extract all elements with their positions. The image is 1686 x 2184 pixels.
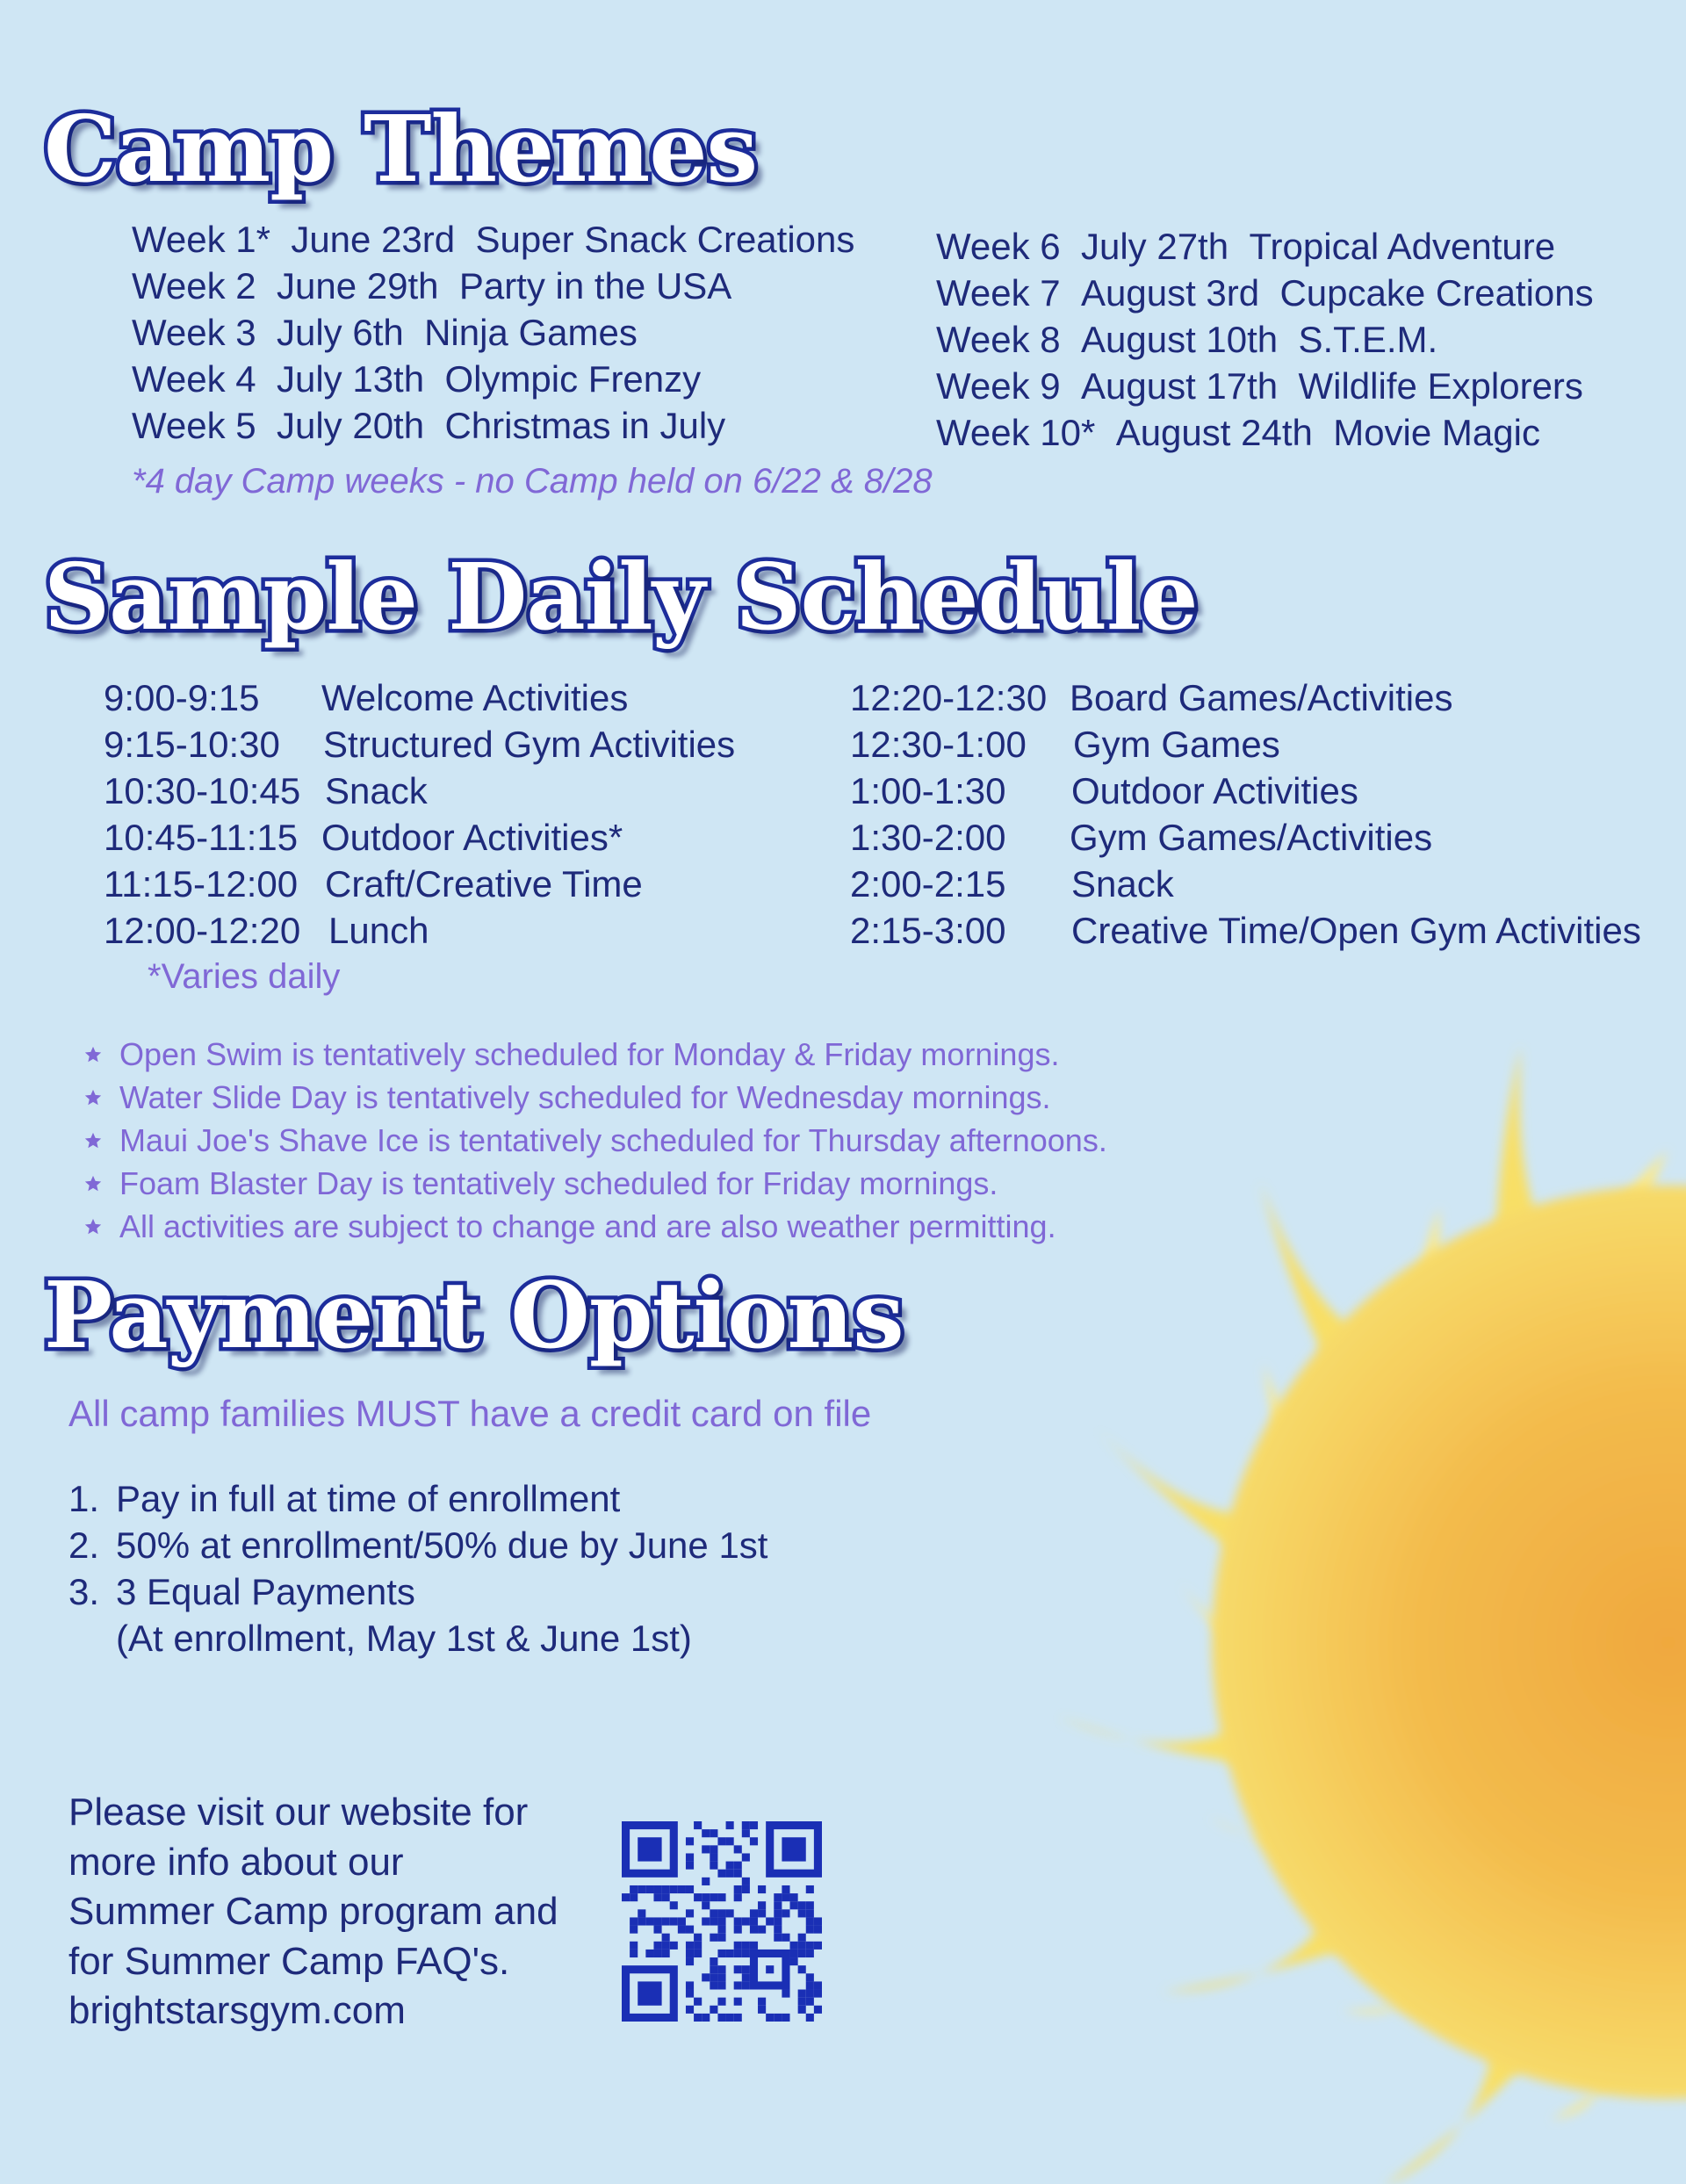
schedule-activity: Structured Gym Activities [323, 724, 736, 765]
list-item [68, 1615, 767, 1661]
list-item [83, 1162, 1107, 1205]
option-number: 1. [68, 1478, 100, 1519]
schedule-time: 12:30-1:00 [850, 724, 1027, 765]
option-text: 3 Equal Payments [116, 1571, 415, 1612]
payment-options-list [68, 1475, 767, 1661]
option-text: 50% at enrollment/50% due by June 1st [116, 1524, 768, 1566]
theme-date: July 13th [276, 358, 425, 400]
option-text: Pay in full at time of enrollment [116, 1478, 621, 1519]
website-line: Summer Camp program and [68, 1890, 558, 1933]
theme-week: Week 5 [132, 405, 256, 446]
theme-name: S.T.E.M. [1298, 319, 1438, 360]
theme-name: Ninja Games [424, 312, 638, 353]
themes-footnote: *4 day Camp weeks - no Camp held on 6/22 & 8/28 [132, 462, 933, 501]
schedule-activity: Welcome Activities [321, 677, 629, 718]
theme-date: August 17th [1080, 365, 1279, 407]
schedule-right-column [850, 674, 1641, 954]
theme-row [936, 223, 1594, 270]
schedule-row [850, 814, 1641, 861]
schedule-left-column [104, 674, 735, 954]
theme-week: Week 3 [132, 312, 256, 353]
schedule-time: 2:00-2:15 [850, 863, 1006, 905]
theme-name: Christmas in July [444, 405, 726, 446]
themes-right-column [936, 223, 1594, 456]
theme-name: Olympic Frenzy [444, 358, 702, 400]
theme-row [132, 263, 854, 309]
theme-week: Week 10* [936, 412, 1096, 453]
website-line: for Summer Camp FAQ's. [68, 1939, 510, 1983]
theme-row [132, 402, 854, 449]
schedule-time: 1:30-2:00 [850, 817, 1006, 858]
list-item [83, 1033, 1107, 1076]
option-detail: (At enrollment, May 1st & June 1st) [116, 1618, 692, 1659]
theme-week: Week 7 [936, 272, 1061, 314]
payment-options-heading: Payment Options [44, 1261, 904, 1369]
theme-row [936, 409, 1594, 456]
note-text: All activities are subject to change and are also weather permitting. [119, 1208, 1056, 1244]
schedule-row [850, 768, 1641, 814]
schedule-row [850, 907, 1641, 954]
schedule-activity: Outdoor Activities [1071, 770, 1358, 811]
note-text: Foam Blaster Day is tentatively scheduled for Friday mornings. [119, 1165, 998, 1201]
theme-week: Week 4 [132, 358, 256, 400]
theme-row [936, 316, 1594, 363]
daily-schedule-heading: Sample Daily Schedule [44, 543, 1198, 651]
schedule-activity: Craft/Creative Time [325, 863, 643, 905]
website-url[interactable]: brightstarsgym.com [68, 1989, 406, 2032]
theme-date: August 24th [1115, 412, 1313, 453]
schedule-time: 9:00-9:15 [104, 677, 260, 718]
schedule-time: 9:15-10:30 [104, 724, 280, 765]
schedule-row [850, 674, 1641, 721]
star-icon [83, 1174, 103, 1193]
qr-code-icon[interactable] [622, 1821, 822, 2022]
note-text: Water Slide Day is tentatively scheduled for Wednesday mornings. [119, 1079, 1051, 1115]
theme-week: Week 8 [936, 319, 1061, 360]
list-item [68, 1522, 767, 1568]
themes-left-column [132, 216, 854, 449]
theme-name: Party in the USA [458, 265, 732, 306]
theme-row [132, 309, 854, 356]
theme-date: August 3rd [1080, 272, 1260, 314]
option-number: 2. [68, 1524, 100, 1566]
theme-name: Super Snack Creations [475, 219, 855, 260]
option-number: 3. [68, 1571, 100, 1612]
schedule-time: 1:00-1:30 [850, 770, 1006, 811]
schedule-activity: Snack [325, 770, 428, 811]
schedule-row [850, 721, 1641, 768]
website-info [68, 1788, 613, 2036]
schedule-row [104, 768, 735, 814]
theme-week: Week 1* [132, 219, 270, 260]
star-icon [83, 1045, 103, 1064]
schedule-activity: Gym Games [1073, 724, 1280, 765]
theme-row [132, 216, 854, 263]
theme-row [132, 356, 854, 402]
theme-row [936, 363, 1594, 409]
note-text: Maui Joe's Shave Ice is tentatively scheduled for Thursday afternoons. [119, 1122, 1107, 1158]
schedule-row [104, 674, 735, 721]
theme-date: July 6th [276, 312, 404, 353]
schedule-notes-list [83, 1033, 1107, 1248]
schedule-time: 10:30-10:45 [104, 770, 301, 811]
website-line: Please visit our website for [68, 1791, 529, 1834]
theme-date: August 10th [1080, 319, 1279, 360]
schedule-time: 2:15-3:00 [850, 910, 1006, 951]
note-text: Open Swim is tentatively scheduled for Monday & Friday mornings. [119, 1036, 1060, 1072]
schedule-row [104, 907, 735, 954]
list-item [68, 1475, 767, 1522]
schedule-activity: Lunch [328, 910, 429, 951]
schedule-row [104, 814, 735, 861]
schedule-time: 12:00-12:20 [104, 910, 301, 951]
theme-row [936, 270, 1594, 316]
theme-date: July 27th [1080, 226, 1229, 267]
list-item [83, 1119, 1107, 1162]
schedule-activity: Board Games/Activities [1070, 677, 1453, 718]
theme-date: July 20th [276, 405, 425, 446]
star-icon [83, 1088, 103, 1107]
theme-name: Wildlife Explorers [1298, 365, 1583, 407]
schedule-footnote: *Varies daily [148, 957, 341, 996]
theme-name: Cupcake Creations [1279, 272, 1594, 314]
schedule-activity: Snack [1071, 863, 1174, 905]
schedule-time: 12:20-12:30 [850, 677, 1048, 718]
theme-date: June 23rd [291, 219, 456, 260]
website-line: more info about our [68, 1840, 404, 1884]
list-item [83, 1076, 1107, 1119]
theme-name: Movie Magic [1333, 412, 1540, 453]
list-item [68, 1568, 767, 1615]
schedule-row [104, 861, 735, 907]
theme-week: Week 6 [936, 226, 1061, 267]
camp-themes-heading: Camp Themes [44, 95, 758, 203]
list-item [83, 1205, 1107, 1248]
schedule-row [104, 721, 735, 768]
schedule-activity: Creative Time/Open Gym Activities [1071, 910, 1641, 951]
star-icon [83, 1217, 103, 1236]
theme-week: Week 9 [936, 365, 1061, 407]
theme-date: June 29th [276, 265, 439, 306]
schedule-row [850, 861, 1641, 907]
schedule-activity: Outdoor Activities* [321, 817, 623, 858]
schedule-time: 11:15-12:00 [104, 863, 299, 905]
schedule-time: 10:45-11:15 [104, 817, 299, 858]
schedule-activity: Gym Games/Activities [1070, 817, 1433, 858]
star-icon [83, 1131, 103, 1150]
theme-week: Week 2 [132, 265, 256, 306]
theme-name: Tropical Adventure [1249, 226, 1556, 267]
payment-requirement: All camp families MUST have a credit card on file [68, 1393, 872, 1434]
